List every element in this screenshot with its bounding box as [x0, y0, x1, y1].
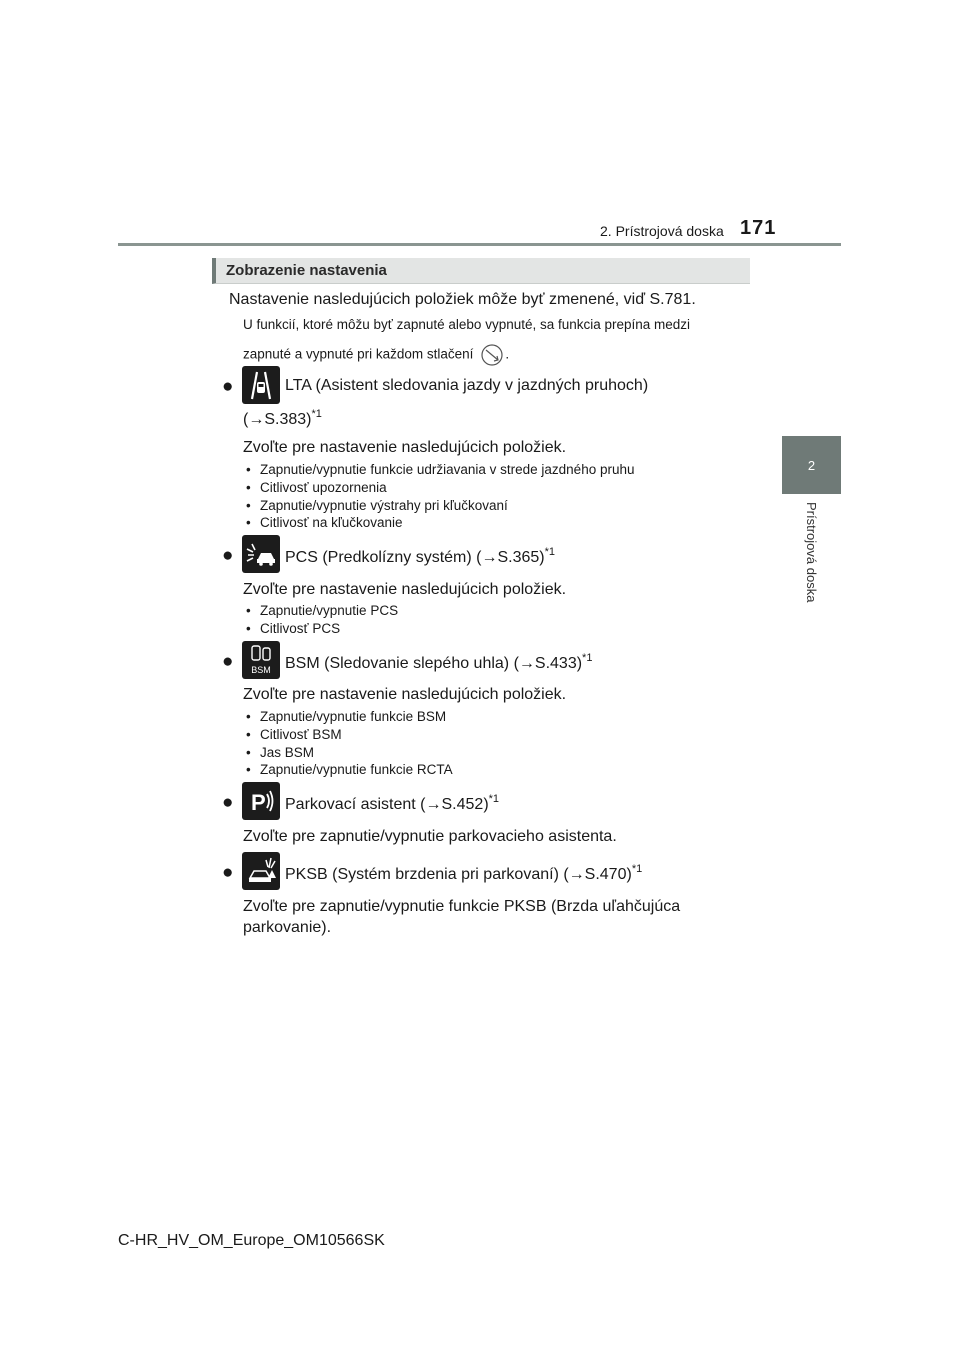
list-item: • Citlivosť BSM [246, 726, 453, 744]
document-code: C-HR_HV_OM_Europe_OM10566SK [118, 1232, 385, 1249]
parking-assist-icon [242, 782, 280, 820]
item-options-list [246, 602, 398, 638]
intro-text: Nastavenie nasledujúcich položiek môže byť zmenené, viď S.781. [229, 291, 696, 308]
item-options-list [246, 461, 635, 532]
chapter-number: 2 [807, 457, 816, 473]
note-line-2: zapnuté a vypnuté pri každom stlačení . [243, 342, 509, 368]
list-item: • Zapnutie/vypnutie funkcie BSM [246, 708, 453, 726]
pksb-icon [242, 852, 280, 890]
bullet: ● [222, 651, 234, 672]
item-title: LTA (Asistent sledovania jazdy v jazdných pruhoch) [285, 377, 649, 394]
item-subtitle: Zvoľte pre zapnutie/vypnutie parkovacieho asistenta. [243, 828, 617, 845]
page-number: 171 [740, 217, 777, 239]
header-section-title: 2. Prístrojová doska [600, 223, 724, 239]
svg-text:BSM: BSM [251, 665, 271, 675]
meter-select-button-icon [479, 342, 505, 368]
svg-text:P: P [251, 790, 266, 815]
bullet: ● [222, 545, 234, 566]
pcs-collision-icon [242, 535, 280, 573]
item-options-list [246, 708, 453, 779]
item-title: Parkovací asistent $(\to S.452)^{*1}$ [285, 793, 500, 813]
list-item: • Zapnutie/vypnutie funkcie RCTA [246, 761, 453, 779]
list-item: • Zapnutie/vypnutie funkcie udržiavania v strede jazdného pruhu [246, 461, 635, 479]
list-item: • Citlivosť na kľučkovanie [246, 514, 635, 532]
item-subtitle: Zvoľte pre nastavenie nasledujúcich položiek. [243, 686, 567, 703]
list-item: • Zapnutie/vypnutie PCS [246, 602, 398, 620]
bullet: ● [222, 792, 234, 813]
list-item: • Citlivosť upozornenia [246, 479, 635, 497]
chapter-tab-label: Prístrojová doska [804, 502, 819, 603]
lta-lane-icon [242, 366, 280, 404]
note-line-1: U funkcií, ktoré môžu byť zapnuté alebo vypnuté, sa funkcia prepína medzi [243, 317, 691, 332]
bullet: ● [222, 376, 234, 397]
item-subtitle: Zvoľte pre zapnutie/vypnutie funkcie PKSB (Brzda uľahčujúca [243, 898, 681, 915]
chapter-tab [782, 436, 841, 494]
bsm-icon [242, 641, 280, 679]
item-title: PKSB (Systém brzdenia pri parkovaní) $(\to S.470)^{*1}$ [285, 863, 643, 883]
list-item: • Jas BSM [246, 744, 453, 762]
header-divider [118, 243, 841, 246]
item-title: BSM (Sledovanie slepého uhla) $(\to S.433)^{*1}$ [285, 652, 593, 672]
list-item: • Citlivosť PCS [246, 620, 398, 638]
bullet: ● [222, 862, 234, 883]
item-subtitle: Zvoľte pre nastavenie nasledujúcich položiek. [243, 581, 567, 598]
item-title: PCS (Predkolízny systém) $(\to S.365)^{*1}$ [285, 546, 556, 566]
list-item: • Zapnutie/vypnutie výstrahy pri kľučkovaní [246, 497, 635, 515]
item-subtitle: Zvoľte pre nastavenie nasledujúcich položiek. [243, 439, 567, 456]
item-title-cont: $(\to S.383)^{*1}$ [243, 408, 322, 428]
item-subtitle-cont: parkovanie). [243, 919, 332, 936]
section-heading: Zobrazenie nastavenia [212, 258, 750, 284]
